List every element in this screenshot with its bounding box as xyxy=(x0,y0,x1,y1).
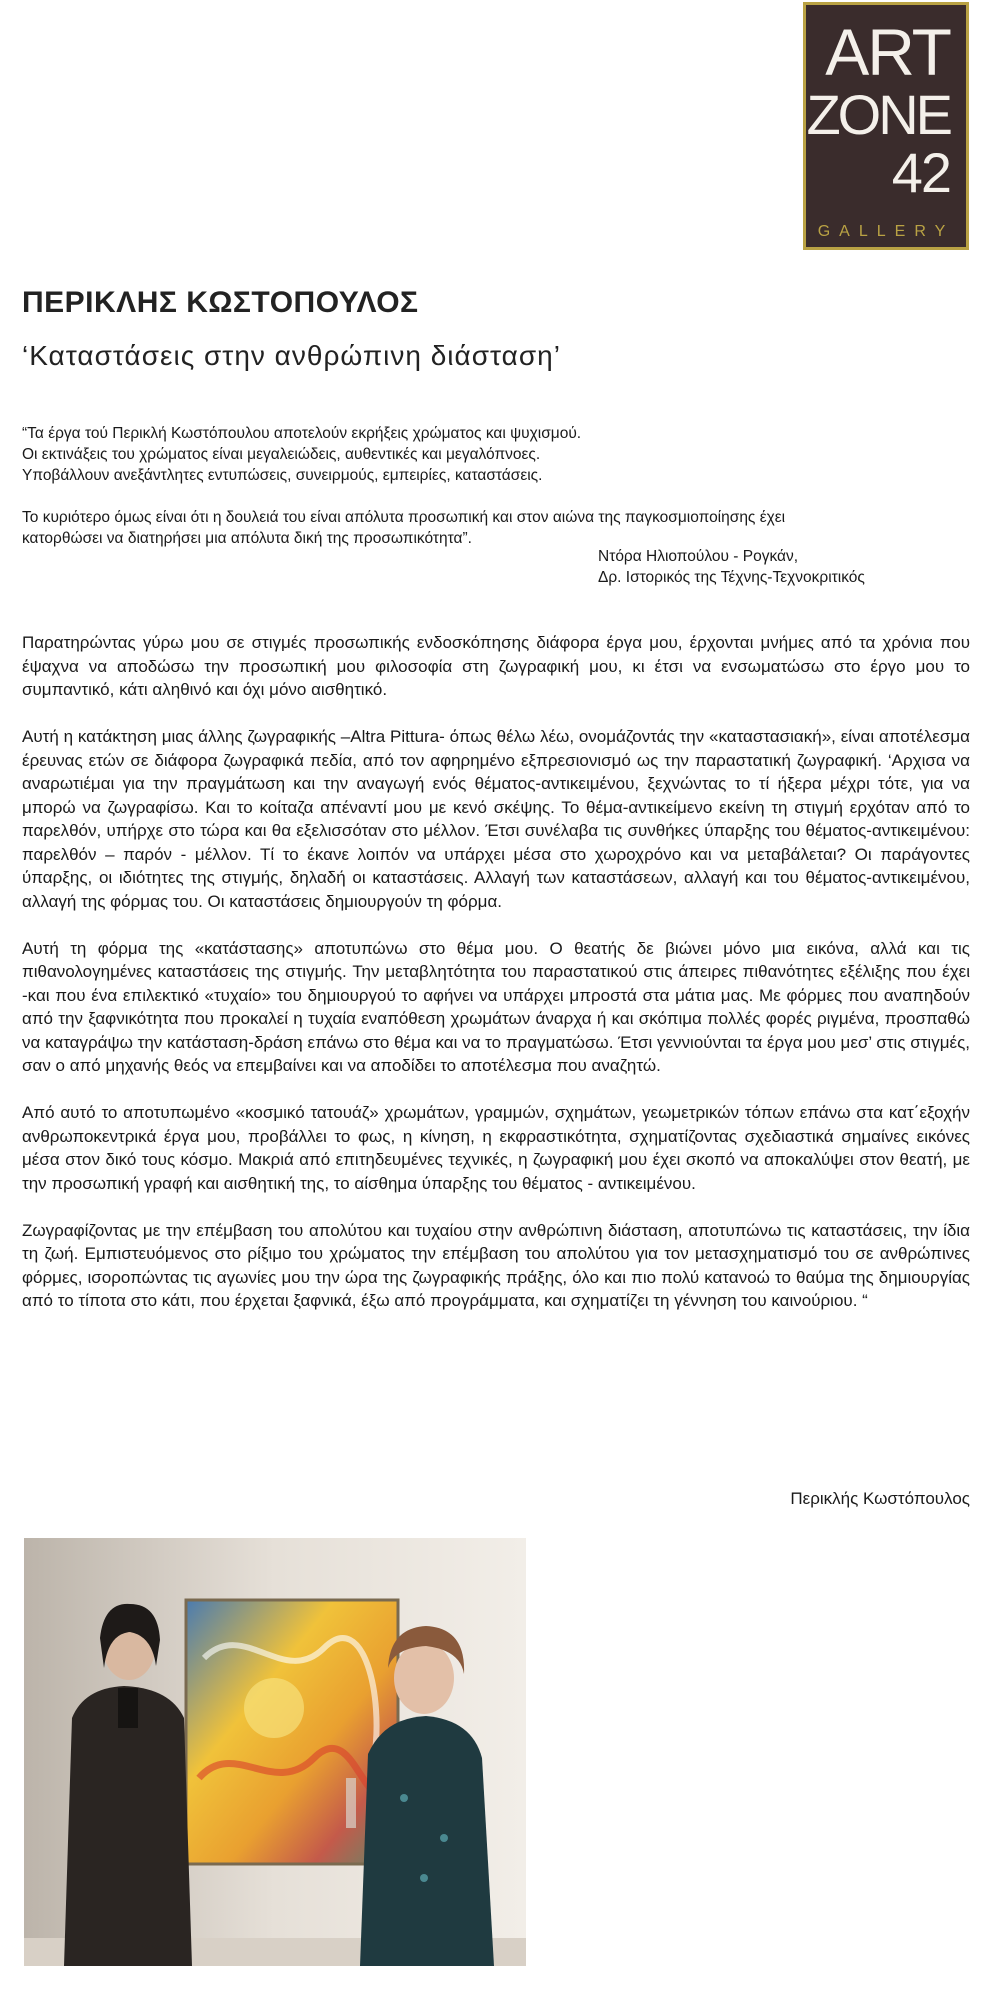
gallery-logo xyxy=(803,2,969,250)
quote-author: Ντόρα Ηλιοπούλου - Ρογκάν, xyxy=(598,548,799,565)
quote-line: κατορθώσει να διατηρήσει μια απόλυτα δική της προσωπικότητα”. xyxy=(22,530,472,547)
logo-line-art: ART xyxy=(825,15,950,89)
quote-line: Οι εκτινάξεις του χρώματος είναι μεγαλειώδεις, αυθεντικές και μεγαλόπνοες. xyxy=(22,446,541,463)
exhibition-title: ‘Καταστάσεις στην ανθρώπινη διάσταση’ xyxy=(22,340,561,371)
artist-signature: Περικλής Κωστόπουλος xyxy=(790,1489,970,1508)
quote-line: Υποβάλλουν ανεξάντλητες εντυπώσεις, συνειρμούς, εμπειρίες, καταστάσεις. xyxy=(22,467,543,484)
statement-paragraph: Αυτή τη φόρμα της «κατάστασης» αποτυπώνω στο θέμα μου. Ο θεατής δε βιώνει μόνο μια εικόνα, αλλά και τις πιθανολογημένες καταστάσεις της στιγμής. Την μεταβλητότητα του παραστατικού στις άπειρες πιθανότητες εξέλιξης που έχει -και που ένα επιλεκτικό «τυχαίο» του δημιουργού το αφήνει να υπάρχει μπροστά στα μάτια μας. Με φόρμες που αναπηδούν από την ξαφνικότητα που προκαλεί η τυχαία εναπόθεση χρωμάτων άναρχα ή και σκόπιμα πολλές φορές ριγμένα, προσπαθώ να καταγράψω την κατάσταση-δράση επάνω στο θέμα και να το πραγματώσω. Έτσι γεννιούνται τα έργα μου μεσ’ στις στιγμές, σαν ο από μηχανής θεός να επεμβαίνει και να αποδίδει το αποτέλεσμα που αναζητώ. xyxy=(22,938,970,1075)
logo-line-zone: ZONE xyxy=(806,83,950,146)
logo-line-number: 42 xyxy=(891,141,950,204)
statement-paragraph: Παρατηρώντας γύρω μου σε στιγμές προσωπικής ενδοσκόπησης διάφορα έργα μου, έρχονται μνήμες από τα χρόνια που έψαχνα να αποδώσω την προσωπική μου φιλοσοφία στη ζωγραφική μου, κι έτσι να ενσωματώσω στο έργο μου το συμπαντικό, κάτι αληθινό και όχι μόνο αισθητικό. xyxy=(22,633,970,699)
statement-paragraph: Αυτή η κατάκτηση μιας άλλης ζωγραφικής –Altra Pittura- όπως θέλω λέω, ονομάζοντάς την «καταστασιακή», είναι αποτέλεσμα έρευνας ετών σε διάφορα ζωγραφικά πεδία, από τον αφηρημένο εξπρεσιονισμό ως την παραστατική ζωγραφική. ‘Αρχισα να αναρωτιέμαι για την πραγμάτωση και την αναγωγή ενός θέματος-αντικειμένου, ξεχνώντας το τί ήξερα μέχρι τότε, για να μπορώ να ζωγραφίσω. Και το κοίταζα απέναντί μου με κενό σκέψης. Το θέμα-αντικείμενο εκείνη τη στιγμή ερχόταν από το παρελθόν, υπήρχε στο τώρα και θα εξελισσόταν στο μέλλον. Έτσι συνέλαβα τις συνθήκες ύπαρξης του θέματος-αντικειμένου: παρελθόν – παρόν - μέλλον. Τί το έκανε λοιπόν να υπάρχει μέσα στο χωροχρόνο και να μεταβάλεται? Οι παράγοντες ύπαρξης, οι ιδιότητες της στιγμής, δηλαδή οι καταστάσεις. Αλλαγή των καταστάσεων, αλλαγή και του θέματος-αντικειμένου, αλλαγή της φόρμας του. Οι καταστάσεις δημιουργούν τη φόρμα. xyxy=(22,727,970,911)
exhibition-photo xyxy=(24,1538,526,1966)
critic-quote xyxy=(22,423,932,549)
logo-line-gallery: GALLERY xyxy=(817,223,955,240)
artist-name-heading: ΠΕΡΙΚΛΗΣ ΚΩΣΤΟΠΟΥΛΟΣ xyxy=(22,286,419,319)
statement-paragraph: Από αυτό το αποτυπωμένο «κοσμικό τατουάζ» χρωμάτων, γραμμών, σχημάτων, γεωμετρικών τόπων επάνω στα κατ΄εξοχήν ανθρωποκεντρικά έργα μου, προβάλλει το φως, η κίνηση, η εκφραστικότητα, σχηματίζοντας σχεδιαστικά σημαίνες εικόνες μέσα στον δικό τους κόσμο. Μακριά από επιτηδευμένες τεχνικές, η ζωγραφική μου έχει σκοπό να αποκαλύψει στον θεατή, με την προσωπική γραφή και αισθητική της, το αίσθημα ύπαρξης του θέματος - αντικειμένου. xyxy=(22,1103,970,1193)
quote-attribution xyxy=(598,546,865,588)
quote-line: Το κυριότερο όμως είναι ότι η δουλειά του είναι απόλυτα προσωπική και στον αιώνα της παγκοσμιοποίησης έχει xyxy=(22,509,786,526)
statement-paragraph: Ζωγραφίζοντας με την επέμβαση του απολύτου και τυχαίου στην ανθρώπινη διάσταση, αποτυπώνω τις καταστάσεις, την ίδια τη ζωή. Εμπιστευόμενος στο ρίξιμο του χρώματος την επέμβαση του απολύτου για τον μετασχηματισμό του σε ανθρώπινες φόρμες, ισοροπώντας τις αγωνίες μου την ώρα της ζωγραφικής πράξης, όλο και πιο πολύ κατανοώ το θαύμα της δημιουργίας από το τίποτα στο κάτι, που έρχεται ξαφνικά, έξω από προγράμματα, και σχηματίζει τη γέννηση του καινούριου. “ xyxy=(22,1220,970,1310)
quote-line: “Τα έργα τού Περικλή Κωστόπουλου αποτελούν εκρήξεις χρώματος και ψυχισμού. xyxy=(22,425,582,442)
artist-statement xyxy=(22,631,970,1336)
quote-author-title: Δρ. Ιστορικός της Τέχνης-Τεχνοκριτικός xyxy=(598,569,865,586)
